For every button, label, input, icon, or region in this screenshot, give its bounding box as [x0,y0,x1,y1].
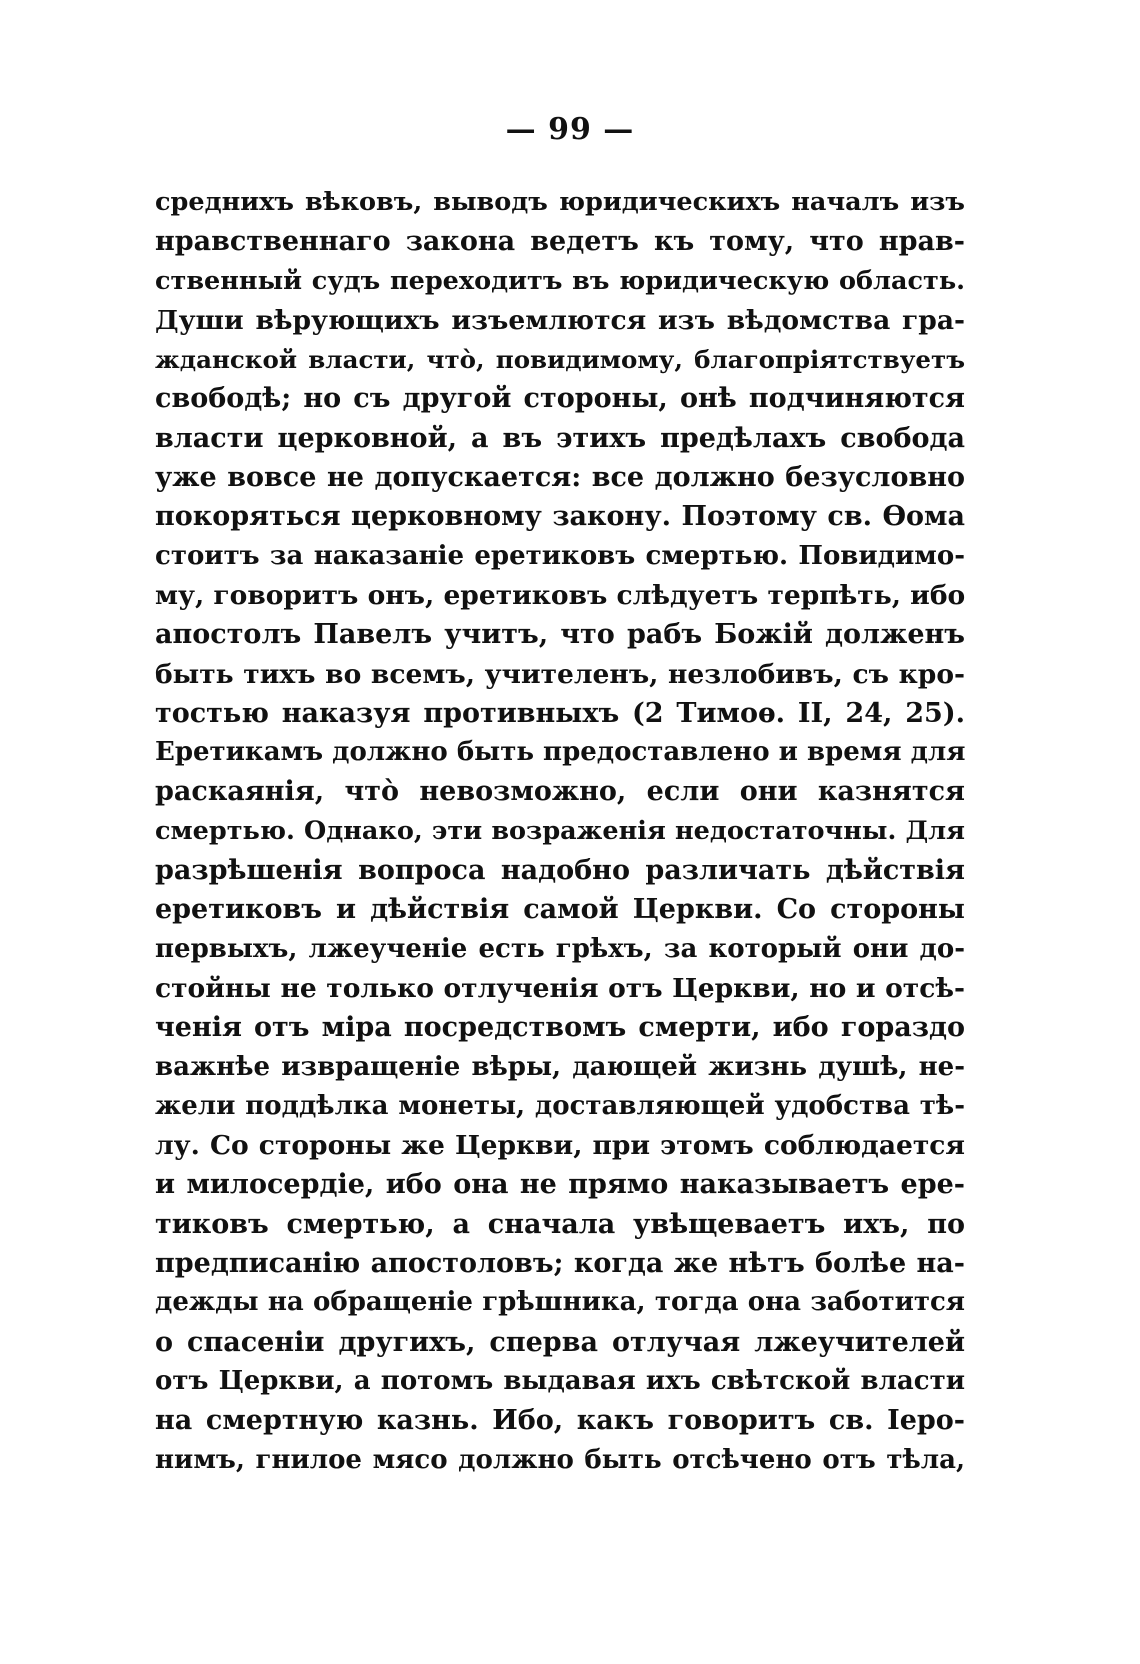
text-line: апостолъ Павелъ учитъ, что рабъ Божій долженъ [155,619,965,651]
text-line: на смертную казнь. Ибо, какъ говоритъ св. Іеро- [155,1405,965,1437]
text-line: нравственнаго закона ведетъ къ тому, что нрав- [155,226,965,258]
text-line: отъ Церкви, а потомъ выдавая ихъ свѣтской власти [155,1365,965,1396]
text-line: Души вѣрующихъ изъемлются изъ вѣдомства гра- [155,304,965,336]
text-line: среднихъ вѣковъ, выводъ юридическихъ началъ изъ [155,187,965,217]
text-line: разрѣшенія вопроса надобно различать дѣйствія [155,855,965,887]
text-line: раскаянія, чтò невозможно, если они казнятся [155,776,965,808]
page-number: — 99 — [505,112,635,147]
text-line: ственный судъ переходитъ въ юридическую область. [155,265,965,296]
text-line: и милосердіе, ибо она не прямо наказываетъ ере- [155,1169,965,1201]
text-line: первыхъ, лжеученіе есть грѣхъ, за который они до- [155,933,965,964]
text-line: важнѣе извращеніе вѣры, дающей жизнь душѣ, не- [155,1051,965,1082]
text-line: му, говоритъ онъ, еретиковъ слѣдуетъ терпѣть, ибо [155,579,965,611]
text-line: тиковъ смертью, а сначала увѣщеваетъ ихъ, по [155,1208,965,1240]
text-line: власти церковной, а въ этихъ предѣлахъ свобода [155,422,965,454]
text-line: предписанію апостоловъ; когда же нѣтъ болѣе на- [155,1248,965,1280]
text-line: стойны не только отлученія отъ Церкви, но и отсѣ- [155,972,965,1004]
text-line: свободѣ; но съ другой стороны, онѣ подчиняются [155,383,965,415]
text-line: ченія отъ міра посредствомъ смерти, ибо гораздо [155,1012,965,1044]
text-line: жели поддѣлка монеты, доставляющей удобства тѣ- [155,1090,965,1121]
text-line: нимъ, гнилое мясо должно быть отсѣчено отъ тѣла, [155,1444,965,1475]
text-line: о спасеніи другихъ, сперва отлучая лжеучителей [155,1326,965,1358]
text-line: стоитъ за наказаніе еретиковъ смертью. Повидимо- [155,540,965,571]
text-line: жданской власти, чтò, повидимому, благопріятствуетъ [155,345,965,375]
text-line: еретиковъ и дѣйствія самой Церкви. Со стороны [155,894,965,926]
text-line: покоряться церковному закону. Поэтому св. Ѳома [155,501,965,533]
text-line: быть тихъ во всемъ, учителенъ, незлобивъ, съ кро- [155,658,965,690]
text-line: лу. Со стороны же Церкви, при этомъ соблюдается [155,1130,965,1162]
text-line: Еретикамъ должно быть предоставлено и время для [155,737,965,768]
body-text [155,183,965,1480]
text-line: тостью наказуя противныхъ (2 Тимоѳ. II, 24, 25). [155,697,965,729]
text-line: уже вовсе не допускается: все должно безусловно [155,462,965,494]
text-line: смертью. Однако, эти возраженія недостаточны. Для [155,815,965,846]
text-line: дежды на обращеніе грѣшника, тогда она заботится [155,1287,965,1318]
